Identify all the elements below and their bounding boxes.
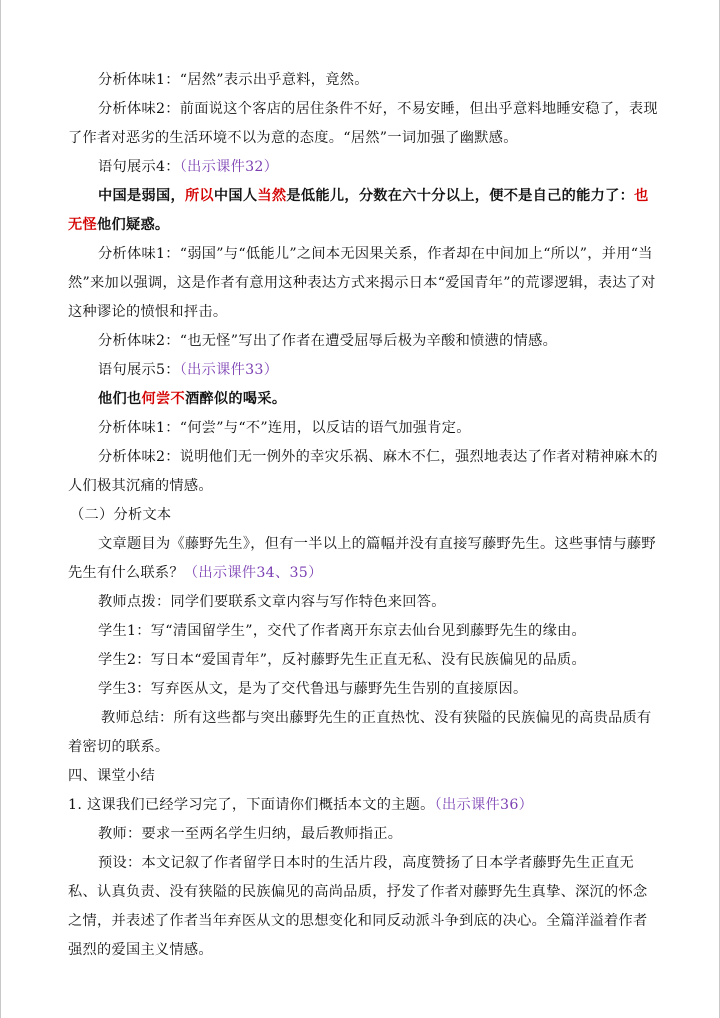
analysis-paragraph (68, 443, 660, 501)
student-answer (68, 646, 660, 675)
sentence-display-heading (68, 356, 660, 385)
answer-text: 学生2：写日本“爱国青年”，反衬藤野先生正直无私、没有民族偏见的品质。 (98, 652, 587, 668)
subheading-text: （二）分析文本 (70, 507, 172, 523)
sentence-display-label: 语句展示4： (98, 159, 180, 175)
numbered-item (68, 791, 660, 820)
example-sentence (68, 385, 660, 414)
example-text: 他们疑惑。 (96, 217, 170, 233)
section-heading (68, 762, 660, 791)
analysis-text: 分析体味1：“居然”表示出乎意料，竟然。 (98, 72, 369, 88)
analysis-paragraph (68, 66, 660, 95)
courseware-reference: （出示课件36） (434, 797, 534, 813)
sentence-display-heading (68, 153, 660, 182)
courseware-reference: （出示课件32） (179, 159, 279, 175)
keyword-highlight: 当然 (257, 188, 287, 204)
answer-text: 学生1：写“清国留学生”，交代了作者离开东京去仙台见到藤野先生的缘由。 (98, 623, 587, 639)
student-answer (68, 617, 660, 646)
teacher-instruction (68, 820, 660, 849)
analysis-text: 分析体味1：“何尝”与“不”连用，以反诘的语气加强肯定。 (98, 420, 471, 436)
preset-text: 预设：本文记叙了作者留学日本时的生活片段，高度赞扬了日本学者藤野先生正直无私、认真负责、没有狭隘的民族偏见的高尚品质，抒发了作者对藤野先生真挚、深沉的怀念之情，并表述了作者当年弃医从文的思想变化和同反动派斗争到底的决心。全篇洋溢着作者强烈的爱国主义情感。 (68, 855, 648, 958)
summary-text: 教师总结：所有这些都与突出藤野先生的正直热忱、没有狭隘的民族偏见的高贵品质有着密切的联系。 (68, 710, 652, 755)
preset-answer (68, 849, 660, 965)
example-text: 酒醉似的喝采。 (184, 391, 287, 407)
example-text: 他们也 (98, 391, 142, 407)
student-answer (68, 675, 660, 704)
instruction-text: 教师：要求一至两名学生归纳，最后教师指正。 (98, 826, 403, 842)
analysis-paragraph (68, 240, 660, 327)
teacher-guidance (68, 588, 660, 617)
analysis-text: 分析体味2：“也无怪”写出了作者在遭受屈辱后极为辛酸和愤懑的情感。 (98, 333, 558, 349)
example-text: 中国是弱国， (98, 188, 185, 204)
courseware-reference: （出示课件33） (179, 362, 279, 378)
analysis-text: 分析体味2：前面说这个客店的居住条件不好，不易安睡，但出乎意料地睡安稳了，表现了作者对恶劣的生活环境不以为意的态度。“居然”一词加强了幽默感。 (68, 101, 658, 146)
page-left-edge (0, 0, 1, 1018)
keyword-highlight: 何尝不 (141, 391, 185, 407)
numbered-item-text: 1. 这课我们已经学习完了，下面请你们概括本文的主题。 (68, 797, 435, 813)
analysis-paragraph (68, 414, 660, 443)
answer-text: 学生3：写弃医从文，是为了交代鲁迅与藤野先生告别的直接原因。 (98, 681, 528, 697)
guidance-text: 教师点拨：同学们要联系文章内容与写作特色来回答。 (98, 594, 446, 610)
analysis-paragraph (68, 327, 660, 356)
sentence-display-label: 语句展示5： (98, 362, 180, 378)
analysis-text: 分析体味1：“弱国”与“低能儿”之间本无因果关系，作者却在中间加上“所以”，并用“当然”来加以强调，这是作者有意用这种表达方式来揭示日本“爱国青年”的荒谬逻辑，表达了对这种谬论的愤恨和抨击。 (68, 246, 656, 320)
example-text: 是低能儿，分数在六十分以上，便不是自己的能力了： (286, 188, 635, 204)
teacher-summary (68, 704, 660, 762)
question-text: 文章题目为《藤野先生》，但有一半以上的篇幅并没有直接写藤野先生。这些事情与藤野先生有什么联系？ (68, 536, 656, 581)
example-text: 中国人 (213, 188, 258, 204)
courseware-reference: （出示课件34、35） (183, 565, 323, 581)
analysis-paragraph (68, 95, 660, 153)
analysis-text: 分析体味2：说明他们无一例外的幸灾乐祸、麻木不仁，强烈地表达了作者对精神麻木的人们极其沉痛的情感。 (68, 449, 658, 494)
section-heading-text: 四、课堂小结 (68, 768, 155, 784)
example-sentence (68, 182, 660, 240)
document-body (68, 66, 660, 965)
question-paragraph (68, 530, 660, 588)
section-subheading (68, 501, 660, 530)
keyword-highlight: 所以 (184, 188, 214, 204)
keyword-highlight: 也无怪 (68, 188, 649, 233)
